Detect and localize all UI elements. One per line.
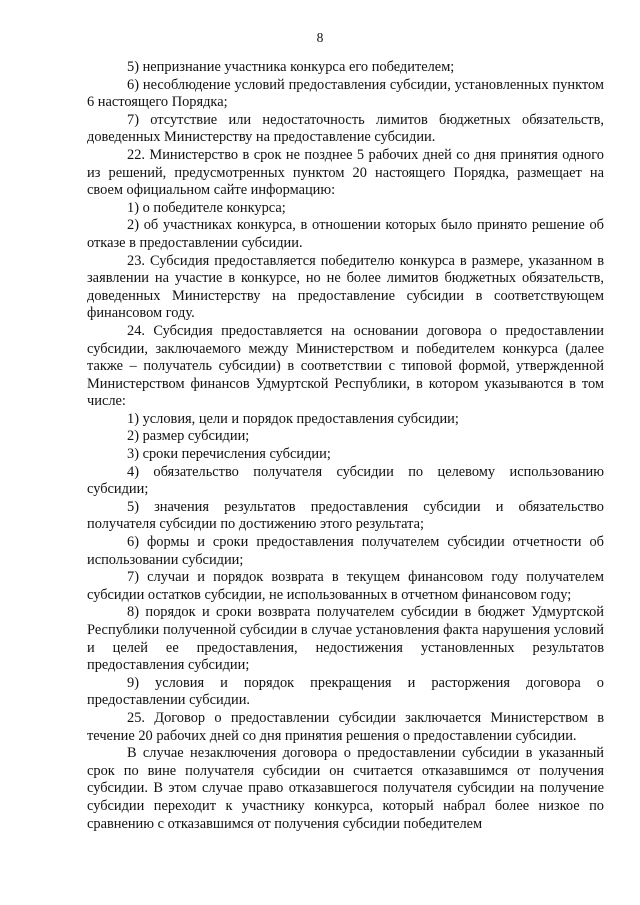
paragraph-clause-22: 22. Министерство в срок не позднее 5 рабочих дней со дня принятия одного из решений, предусмотренных пунктом 20 настоящего Порядка, размещает на своем официальном сайте информацию: [87,146,604,199]
paragraph-item-6-non-compliance: 6) несоблюдение условий предоставления субсидии, установленных пунктом 6 настоящего Порядка; [87,76,604,111]
paragraph-clause-23: 23. Субсидия предоставляется победителю конкурса в размере, указанном в заявлении на участие в конкурсе, но не более лимитов бюджетных обязательств, доведенных Министерству на предоставление субсидии в соответствующем финансовом году. [87,252,604,322]
paragraph-item-9-termination: 9) условия и порядок прекращения и расторжения договора о предоставлении субсидии. [87,674,604,709]
paragraph-item-5-non-recognition: 5) непризнание участника конкурса его победителем; [127,59,455,75]
paragraph-item-8-return-order: 8) порядок и сроки возврата получателем субсидии в бюджет Удмуртской Республики полученной субсидии в случае установления факта нарушения условий и целей ее предоставления, недостижения установленных результатов предоставления субсидии; [87,604,604,674]
paragraph-item-7-budget-limits: 7) отсутствие или недостаточность лимитов бюджетных обязательств, доведенных Министерству на предоставление субсидии. [87,111,604,146]
paragraph-item-7-residual-return: 7) случаи и порядок возврата в текущем финансовом году получателем субсидии остатков субсидии, не использованных в отчетном финансовом году; [87,569,604,603]
page-number: 8 [316,30,324,45]
paragraph-non-conclusion: В случае незаключения договора о предоставлении субсидии в указанный срок по вине получателя субсидии он считается отказавшимся от получения субсидии. В этом случае право отказавшегося получателя субсидии на получение субсидии переходит к участнику конкурса, который набрал более низкое по сравнению с отказавшимся от получения субсидии победителем [87,745,604,832]
paragraph-clause-25: 25. Договор о предоставлении субсидии заключается Министерством в течение 20 рабочих дней со дня принятия решения о предоставлении субсидии. [87,709,604,744]
paragraph-item-1-winner: 1) о победителе конкурса; [127,199,286,216]
paragraph-item-2-participants: 2) об участниках конкурса, в отношении которых было принято решение об отказе в предоставлении субсидии. [87,217,604,251]
paragraph-item-5-results: 5) значения результатов предоставления субсидии и обязательство получателя субсидии по достижению этого результата; [87,498,604,533]
paragraph-item-6-reporting: 6) формы и сроки предоставления получателем субсидии отчетности об использовании субсидии; [87,534,604,568]
paragraph-clause-24: 24. Субсидия предоставляется на основании договора о предоставлении субсидии, заключаемого между Министерством и победителем конкурса (далее также – получатель субсидии) в соответствии с типовой формой, утвержденной Министерством финансов Удмуртской Республики, в котором указываются в том числе: [87,322,604,410]
paragraph-item-4-obligation: 4) обязательство получателя субсидии по целевому использованию субсидии; [87,463,604,498]
paragraph-item-2-amount: 2) размер субсидии; [127,428,250,445]
paragraph-item-3-transfer-terms: 3) сроки перечисления субсидии; [127,446,331,463]
document-body [87,59,604,833]
paragraph-item-1-conditions: 1) условия, цели и порядок предоставления субсидии; [127,410,459,427]
